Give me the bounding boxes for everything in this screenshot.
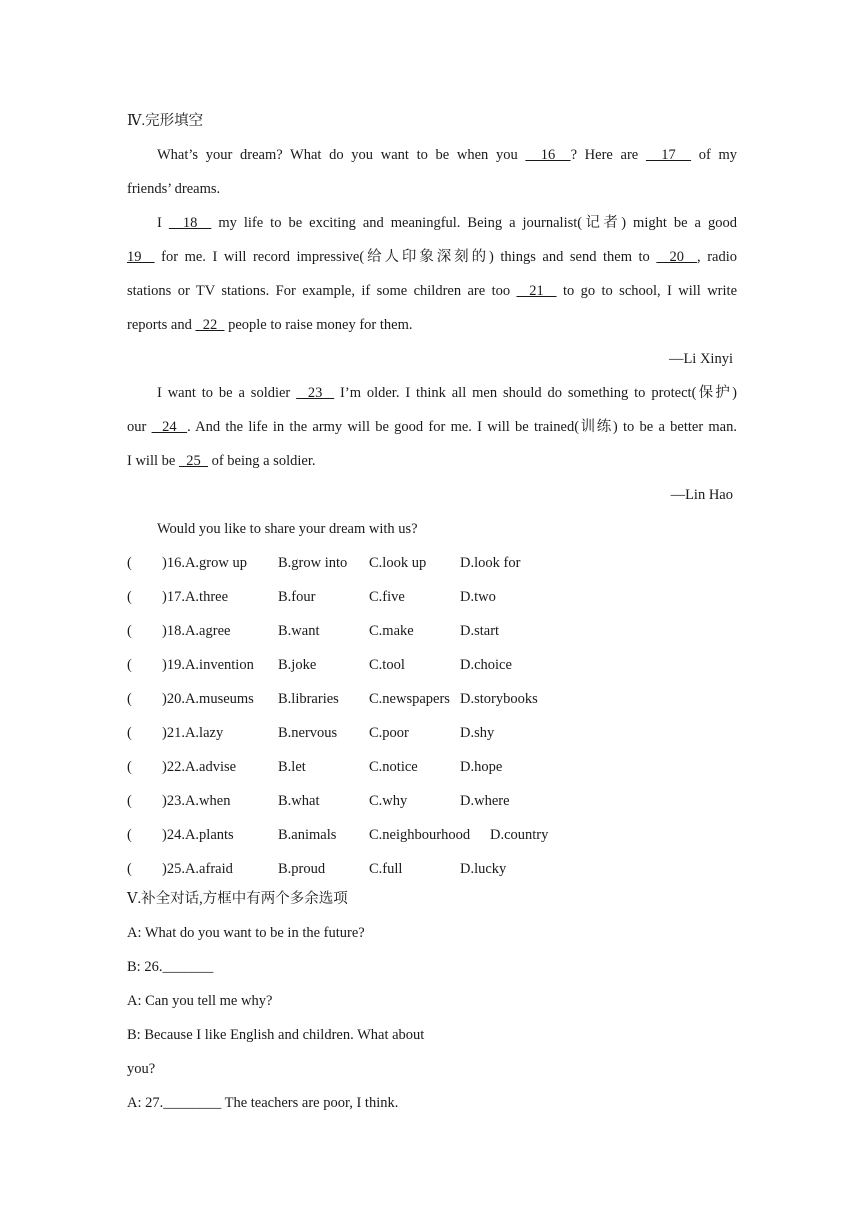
option-a: )16.A.grow up: [162, 555, 247, 571]
option-b: B.proud: [278, 861, 326, 877]
option-a: )19.A.invention: [162, 657, 254, 673]
blank-25[interactable]: 25: [178, 453, 208, 469]
option-d: D.shy: [460, 725, 495, 741]
option-d: D.two: [460, 589, 496, 605]
option-b: B.let: [278, 759, 306, 775]
blank-21[interactable]: 21: [516, 283, 557, 299]
dialogue-line-27[interactable]: A: 27.________ The teachers are poor, I think.: [127, 1095, 399, 1111]
answer-paren[interactable]: (: [127, 861, 132, 877]
blank-17[interactable]: 17: [645, 147, 692, 163]
option-a: )20.A.museums: [162, 691, 254, 707]
option-c: C.newspapers: [369, 691, 450, 707]
option-b: B.nervous: [278, 725, 338, 741]
lin-hao-line-2: our 24 . And the life in the army will be good for me. I will be trained(训练) to be a better man.: [127, 419, 737, 435]
blank-19[interactable]: 19: [127, 249, 155, 265]
closing-question: Would you like to share your dream with us?: [157, 521, 418, 537]
lin-hao-line-1: I want to be a soldier 23 I’m older. I think all men should do something to protect(保护): [157, 385, 737, 401]
section5-heading: Ⅴ.补全对话,方框中有两个多余选项: [127, 891, 348, 907]
option-d: D.storybooks: [460, 691, 538, 707]
signature-lin-hao: —Lin Hao: [670, 487, 733, 503]
answer-paren[interactable]: (: [127, 827, 132, 843]
li-xinyi-line-2: 19 for me. I will record impressive(给人印象深刻的) things and send them to 20 , radio: [127, 249, 738, 265]
intro-line-2: friends’ dreams.: [127, 181, 221, 197]
option-a: )17.A.three: [162, 589, 229, 605]
option-a: )18.A.agree: [162, 623, 231, 639]
lin-hao-line-3: I will be 25 of being a soldier.: [127, 453, 316, 469]
option-c: C.five: [369, 589, 405, 605]
dialogue-line: you?: [127, 1061, 156, 1077]
answer-paren[interactable]: (: [127, 793, 132, 809]
signature-li-xinyi: —Li Xinyi: [668, 351, 733, 367]
blank-22[interactable]: 22: [195, 317, 225, 333]
li-xinyi-line-1: I 18 my life to be exciting and meaningful. Being a journalist(记者) might be a good: [157, 215, 737, 231]
dialogue-line: A: What do you want to be in the future?: [127, 925, 365, 941]
intro-line-1: What’s your dream? What do you want to be when you 16 ? Here are 17 of my: [157, 147, 738, 163]
option-d: D.hope: [460, 759, 503, 775]
li-xinyi-line-3: stations or TV stations. For example, if some children are too 21 to go to school, I will write: [127, 283, 738, 299]
option-d: D.choice: [460, 657, 512, 673]
option-a: )25.A.afraid: [162, 861, 233, 877]
option-d: D.look for: [460, 555, 521, 571]
answer-paren[interactable]: (: [127, 657, 132, 673]
option-b: B.libraries: [278, 691, 339, 707]
option-c: C.look up: [369, 555, 427, 571]
option-c: C.neighbourhood: [369, 827, 471, 843]
option-b: B.grow into: [278, 555, 348, 571]
option-a: )21.A.lazy: [162, 725, 224, 741]
option-d: D.lucky: [460, 861, 507, 877]
answer-paren[interactable]: (: [127, 623, 132, 639]
option-d: D.start: [460, 623, 500, 639]
li-xinyi-line-4: reports and 22 people to raise money for them.: [127, 317, 413, 333]
option-b: B.joke: [278, 657, 317, 673]
option-b: B.what: [278, 793, 320, 809]
option-c: C.make: [369, 623, 414, 639]
option-c: C.poor: [369, 725, 409, 741]
dialogue-line-26[interactable]: B: 26._______: [127, 959, 214, 975]
option-c: C.why: [369, 793, 408, 809]
dialogue-line: A: Can you tell me why?: [127, 993, 273, 1009]
section4-heading: Ⅳ.完形填空: [127, 113, 204, 129]
option-b: B.animals: [278, 827, 337, 843]
option-a: )22.A.advise: [162, 759, 237, 775]
answer-paren[interactable]: (: [127, 691, 132, 707]
option-a: )24.A.plants: [162, 827, 234, 843]
answer-paren[interactable]: (: [127, 555, 132, 571]
answer-paren[interactable]: (: [127, 725, 132, 741]
blank-16[interactable]: 16: [525, 147, 571, 163]
option-c: C.tool: [369, 657, 405, 673]
blank-23[interactable]: 23: [296, 385, 335, 401]
blank-20[interactable]: 20: [656, 249, 698, 265]
dialogue-line: B: Because I like English and children. What about: [127, 1027, 425, 1043]
answer-paren[interactable]: (: [127, 589, 132, 605]
option-c: C.notice: [369, 759, 418, 775]
option-c: C.full: [369, 861, 403, 877]
blank-24[interactable]: 24: [151, 419, 188, 435]
option-a: )23.A.when: [162, 793, 231, 809]
option-b: B.four: [278, 589, 316, 605]
answer-paren[interactable]: (: [127, 759, 132, 775]
option-d: D.country: [490, 827, 549, 843]
option-d: D.where: [460, 793, 510, 809]
blank-18[interactable]: 18: [168, 215, 212, 231]
option-b: B.want: [278, 623, 320, 639]
